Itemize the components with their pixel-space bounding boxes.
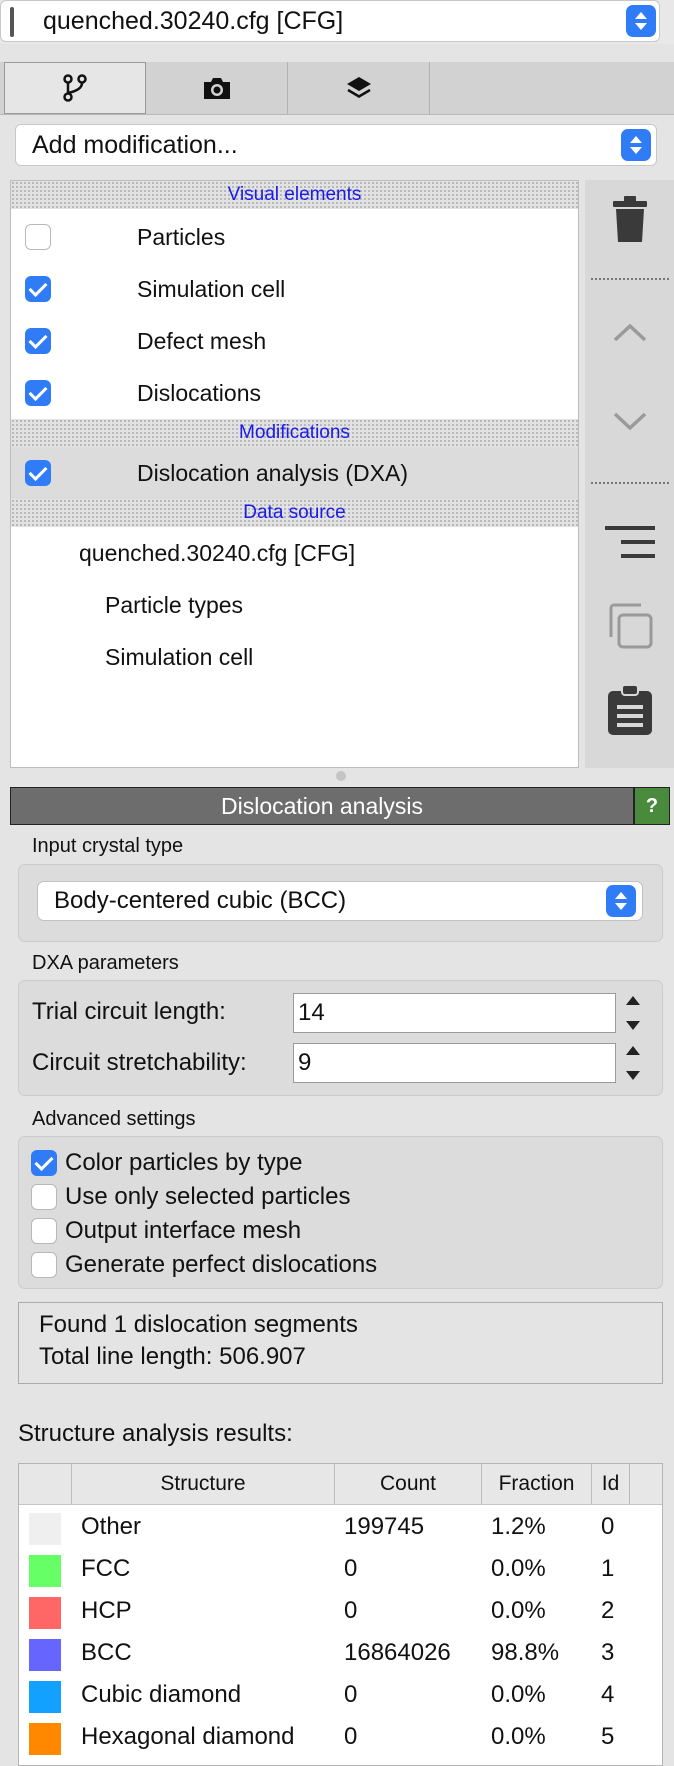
- structure-name-cell: Other: [81, 1513, 142, 1540]
- only-selected-option[interactable]: [31, 1181, 350, 1213]
- color-by-type-checkbox[interactable]: [31, 1150, 57, 1176]
- fraction-cell: 0.0%: [491, 1723, 546, 1750]
- simulation-cell-checkbox[interactable]: [25, 276, 51, 302]
- crystal-type-select[interactable]: [37, 881, 643, 921]
- section-data-source: Data source: [11, 499, 578, 527]
- count-cell: 0: [344, 1723, 358, 1750]
- option-label: Use only selected particles: [65, 1183, 351, 1210]
- tab-pipeline[interactable]: [4, 62, 146, 114]
- structure-results-title: Structure analysis results:: [18, 1420, 293, 1447]
- spin-down-icon[interactable]: [626, 1021, 640, 1030]
- option-label: Output interface mesh: [65, 1217, 302, 1244]
- only-selected-checkbox[interactable]: [31, 1184, 57, 1210]
- tab-bar: [0, 62, 674, 115]
- clipboard-icon: [608, 685, 652, 735]
- list-item-label: Defect mesh: [137, 327, 267, 354]
- list-item-defect-mesh[interactable]: [11, 315, 578, 367]
- layers-icon: [344, 73, 374, 103]
- list-item-label: Dislocations: [137, 379, 261, 406]
- structure-name-cell: BCC: [81, 1639, 132, 1666]
- spin-up-icon[interactable]: [626, 1046, 640, 1055]
- delete-button[interactable]: [585, 188, 674, 252]
- list-item-simulation-cell[interactable]: [11, 263, 578, 315]
- help-button[interactable]: ?: [634, 787, 670, 825]
- table-row[interactable]: [19, 1590, 662, 1632]
- count-cell: 16864026: [344, 1639, 451, 1666]
- structure-color-swatch[interactable]: [29, 1555, 61, 1587]
- dropdown-stepper-icon: [626, 5, 656, 37]
- list-item-dislocation-analysis[interactable]: [11, 447, 578, 499]
- drag-handle-icon[interactable]: [10, 7, 14, 37]
- perfect-dislocations-option[interactable]: [31, 1249, 377, 1281]
- dxa-result-box: [18, 1302, 663, 1384]
- total-line-length-text: Total line length: 506.907: [39, 1343, 306, 1370]
- spin-down-icon[interactable]: [626, 1071, 640, 1080]
- toolbar-divider: [591, 278, 669, 280]
- fraction-cell: 0.0%: [491, 1555, 546, 1582]
- pipeline-selector[interactable]: [0, 0, 660, 42]
- column-header-id[interactable]: Id: [592, 1464, 630, 1504]
- trash-icon: [612, 196, 648, 244]
- trial-circuit-input[interactable]: 14: [293, 993, 616, 1033]
- dropdown-stepper-icon: [606, 885, 636, 917]
- tab-overlays[interactable]: [288, 62, 430, 114]
- list-item-label: Particles: [137, 223, 226, 250]
- pipeline-editor-list[interactable]: [10, 180, 579, 768]
- list-item-source-simulation-cell[interactable]: [11, 631, 578, 683]
- count-cell: 0: [344, 1555, 358, 1582]
- spin-up-icon[interactable]: [626, 996, 640, 1005]
- chevron-up-icon: [612, 321, 648, 343]
- structure-name-cell: HCP: [81, 1597, 132, 1624]
- toolbar-divider: [591, 482, 669, 484]
- chevron-down-icon: [612, 411, 648, 433]
- trial-circuit-spinner[interactable]: [619, 992, 647, 1034]
- count-cell: 199745: [344, 1513, 425, 1540]
- perfect-dislocations-checkbox[interactable]: [31, 1252, 57, 1278]
- option-label: Generate perfect dislocations: [65, 1251, 378, 1278]
- group-modifications-button[interactable]: [585, 514, 674, 570]
- structure-table[interactable]: [18, 1463, 663, 1766]
- tab-render[interactable]: [146, 62, 288, 114]
- stretchability-label: Circuit stretchability:: [32, 1049, 247, 1076]
- stretchability-spinner[interactable]: [619, 1042, 647, 1084]
- pipeline-side-toolbar: [585, 180, 674, 768]
- add-modification-dropdown[interactable]: [15, 124, 657, 166]
- fraction-cell: 98.8%: [491, 1639, 560, 1666]
- list-item-dislocations[interactable]: [11, 367, 578, 419]
- camera-icon: [201, 74, 233, 102]
- advanced-settings-group: [18, 1136, 663, 1289]
- list-item-data-source[interactable]: [11, 527, 578, 579]
- menu-lines-icon: [605, 524, 655, 560]
- column-header-count[interactable]: Count: [335, 1464, 482, 1504]
- structure-color-swatch[interactable]: [29, 1639, 61, 1671]
- splitter-handle[interactable]: [336, 771, 346, 781]
- count-cell: 0: [344, 1681, 358, 1708]
- dislocations-checkbox[interactable]: [25, 380, 51, 406]
- add-modification-label: Add modification...: [32, 130, 238, 159]
- dislocation-analysis-checkbox[interactable]: [25, 460, 51, 486]
- fraction-cell: 1.2%: [491, 1513, 546, 1540]
- id-cell: 2: [601, 1597, 615, 1624]
- table-header: [19, 1464, 662, 1505]
- column-header-color: [19, 1464, 72, 1504]
- dropdown-stepper-icon: [621, 129, 651, 161]
- defect-mesh-checkbox[interactable]: [25, 328, 51, 354]
- option-label: Color particles by type: [65, 1149, 303, 1176]
- id-cell: 3: [601, 1639, 615, 1666]
- list-item-label: Simulation cell: [137, 275, 286, 302]
- id-cell: 1: [601, 1555, 615, 1582]
- interface-mesh-option[interactable]: [31, 1215, 301, 1247]
- branch-icon: [60, 73, 90, 103]
- structure-color-swatch[interactable]: [29, 1723, 61, 1755]
- structure-name-cell: FCC: [81, 1555, 131, 1582]
- fraction-cell: 0.0%: [491, 1597, 546, 1624]
- color-by-type-option[interactable]: [31, 1147, 302, 1179]
- structure-color-swatch[interactable]: [29, 1597, 61, 1629]
- duplicate-button[interactable]: [585, 598, 674, 654]
- table-row[interactable]: [19, 1506, 662, 1548]
- list-item-particle-types[interactable]: [11, 579, 578, 631]
- structure-color-swatch[interactable]: [29, 1681, 61, 1713]
- structure-name-cell: Hexagonal diamond: [81, 1723, 295, 1750]
- id-cell: 5: [601, 1723, 615, 1750]
- table-row[interactable]: [19, 1716, 662, 1758]
- structure-name-cell: Cubic diamond: [81, 1681, 242, 1708]
- table-row[interactable]: [19, 1632, 662, 1674]
- column-header-structure[interactable]: Structure: [72, 1464, 335, 1504]
- section-modifications: Modifications: [11, 419, 578, 447]
- crystal-type-value: Body-centered cubic (BCC): [54, 887, 347, 914]
- particles-checkbox[interactable]: [25, 224, 51, 250]
- fraction-cell: 0.0%: [491, 1681, 546, 1708]
- table-row[interactable]: [19, 1548, 662, 1590]
- pipeline-selector-value: quenched.30240.cfg [CFG]: [43, 6, 344, 35]
- list-item-label: Simulation cell: [105, 643, 254, 670]
- advanced-settings-label: Advanced settings: [32, 1108, 196, 1130]
- list-item-label: Particle types: [105, 591, 244, 618]
- input-crystal-label: Input crystal type: [32, 835, 184, 857]
- interface-mesh-checkbox[interactable]: [31, 1218, 57, 1244]
- list-item-particles[interactable]: [11, 211, 578, 263]
- column-header-fraction[interactable]: Fraction: [482, 1464, 592, 1504]
- paste-button[interactable]: [585, 680, 674, 740]
- move-up-button[interactable]: [585, 312, 674, 352]
- trial-circuit-label: Trial circuit length:: [32, 998, 226, 1025]
- section-visual-elements: Visual elements: [11, 181, 578, 209]
- move-down-button[interactable]: [585, 402, 674, 442]
- structure-color-swatch[interactable]: [29, 1513, 61, 1545]
- list-item-label: Dislocation analysis (DXA): [137, 459, 408, 486]
- segments-found-text: Found 1 dislocation segments: [39, 1311, 358, 1338]
- dxa-params-label: DXA parameters: [32, 952, 179, 974]
- copy-icon: [606, 602, 654, 650]
- panel-title: Dislocation analysis: [10, 787, 634, 825]
- id-cell: 4: [601, 1681, 615, 1708]
- count-cell: 0: [344, 1597, 358, 1624]
- stretchability-input[interactable]: 9: [293, 1043, 616, 1083]
- list-item-label: quenched.30240.cfg [CFG]: [79, 539, 356, 566]
- id-cell: 0: [601, 1513, 615, 1540]
- table-row[interactable]: [19, 1674, 662, 1716]
